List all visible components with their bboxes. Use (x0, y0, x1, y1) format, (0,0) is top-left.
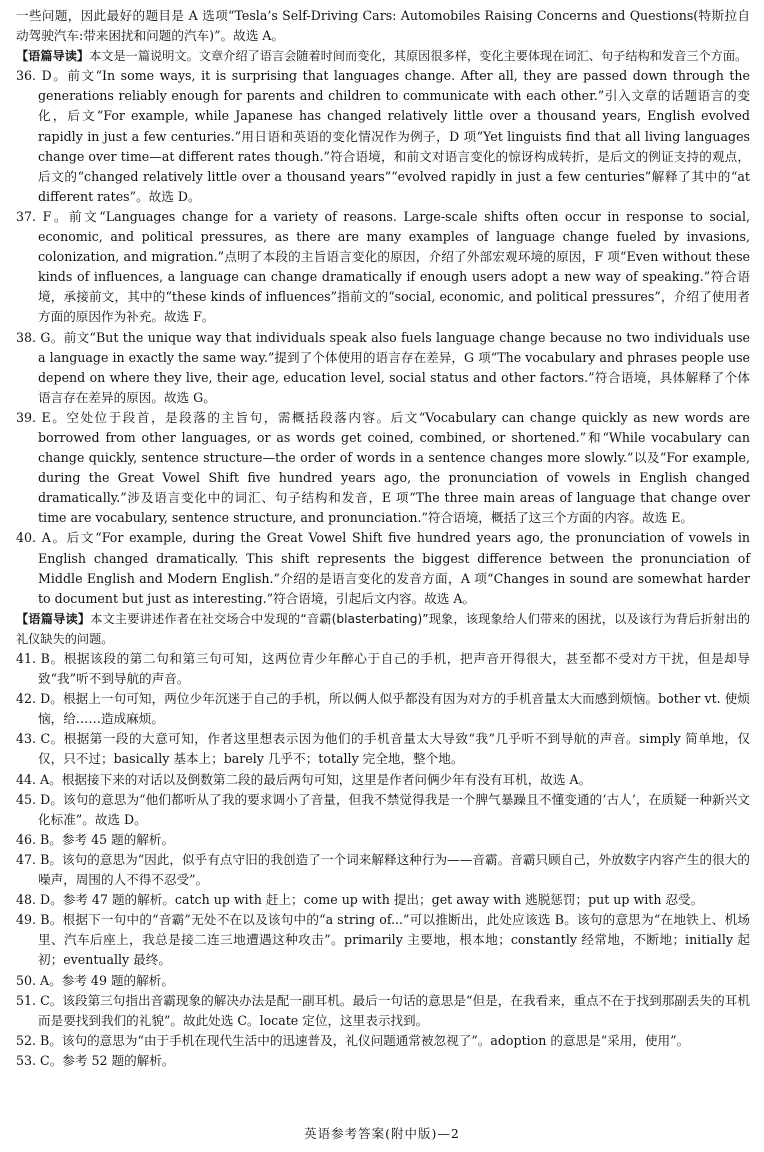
answer-text: A。参考 49 题的解析。 (40, 972, 174, 988)
answer-number: 52. (16, 1032, 37, 1048)
answer-item (16, 729, 750, 769)
answer-text: C。该段第三句指出音霸现象的解决办法是配一副耳机。最后一句话的意思是“但是，在我看来，重点不在于找到那副丢失的耳机而是要找到我们的礼貌”。故此处选 C。locate 定位，这里表示找到。 (38, 992, 750, 1028)
answer-text: A。根据接下来的对话以及倒数第二段的最后两句可知，这里是作者问俩少年有没有耳机，故选 A。 (40, 771, 592, 787)
answer-number: 50. (16, 972, 37, 988)
answer-number: 51. (16, 992, 37, 1008)
answer-text: E。空处位于段首，是段落的主旨句，需概括段落内容。后文“Vocabulary can change quickly as new words are borrowed from other languages, or as words get coined, combined, or shortened.”和“While vocabulary can change quickly, sentence structure—the order of words in a sentence changes more slowly.”以及“For example, during the Great Vowel Shift five hundred years ago, the pronunciation of vowels in English changed dramatically.”涉及语言变化中的词汇、句子结构和发音，E 项“The three main areas of language that change over time are vocabulary, sentence structure, and pronunciation.”符合语境，概括了这三个方面的内容。故选 E。 (38, 409, 750, 526)
answer-text: A。后文“For example, during the Great Vowel Shift five hundred years ago, the pronunciation of vowels in English changed dramatically. This shift represents the biggest difference between the pronunciation of Middle English and Modern English.”介绍的是语言变化的发音方面，A 项“Changes in sound are somewhat harder to document but just as interesting.”符合语境，引起后文内容。故选 A。 (38, 530, 750, 606)
passage-guide-tag: 【语篇导读】 (16, 49, 90, 64)
answer-text: C。根据第一段的大意可知，作者这里想表示因为他们的手机音量太大导致“我”几乎听不到导航的声音。simply 简单地，仅仅，只不过；basically 基本上；barely 几乎不；totally 完全地，整个地。 (38, 731, 750, 767)
answer-number: 38. (16, 329, 37, 345)
answer-number: 42. (16, 691, 37, 707)
answer-item (16, 328, 750, 408)
answer-number: 43. (16, 731, 37, 747)
answer-item (16, 689, 750, 729)
answer-item (16, 649, 750, 689)
passage-guide-1 (16, 46, 750, 66)
answer-text: B。该句的意思为“因此，似乎有点守旧的我创造了一个词来解释这种行为——音霸。音霸只顾自己，外放数字内容产生的很大的噪声，周围的人不得不忍受”。 (38, 851, 750, 888)
answer-text: F。前文“Languages change for a variety of reasons. Large-scale shifts often occur in response to social, economic, and political pressures, as there are many examples of language change fueled by invasions, colonization, and migration.”点明了本段的主旨语言变化的原因，介绍了外部宏观环境的原因，F 项“Even without these kinds of influences, a language can change dramatically if enough users adopt a new way of speaking.”符合语境，承接前文，其中的“these kinds of influences”指前文的“social, economic, and political pressures”，介绍了使用者方面的原因作为补充。故选 F。 (38, 208, 750, 325)
answer-number: 49. (16, 912, 37, 928)
answer-number: 53. (16, 1052, 37, 1068)
answer-number: 39. (16, 409, 37, 425)
answer-list-1 (16, 66, 750, 609)
answer-number: 36. (16, 68, 37, 84)
answer-text: B。该句的意思为“由于手机在现代生活中的迅速普及，礼仪问题通常被忽视了”。adoption 的意思是“采用，使用”。 (40, 1032, 690, 1048)
answer-item (16, 830, 750, 850)
answer-item (16, 1031, 750, 1051)
passage-guide-2 (16, 609, 750, 649)
answer-item (16, 1051, 750, 1071)
answer-item (16, 850, 750, 890)
answer-text: D。根据上一句可知，两位少年沉迷于自己的手机，所以俩人似乎都没有因为对方的手机音量太大而感到烦恼。bother vt. 使烦恼，给……造成麻烦。 (38, 691, 750, 727)
answer-item (16, 790, 750, 830)
answer-text: C。参考 52 题的解析。 (40, 1052, 175, 1068)
answer-number: 44. (16, 771, 37, 787)
passage-guide-text: 本文是一篇说明文。文章介绍了语言会随着时间而变化，其原因很多样，变化主要体现在词汇、句子结构和发音三个方面。 (89, 49, 748, 64)
answer-text: B。根据该段的第二句和第三句可知，这两位青少年醉心于自己的手机，把声音开得很大，甚至都不受对方干扰，但是却导致“我”听不到导航的声音。 (38, 651, 750, 687)
answer-number: 45. (16, 791, 37, 807)
answer-number: 46. (16, 831, 37, 847)
answer-item (16, 890, 750, 910)
answer-item (16, 971, 750, 991)
answer-item (16, 66, 750, 207)
page-footer: 英语参考答案(附中版)—2 (304, 1126, 460, 1141)
answer-item (16, 207, 750, 328)
answer-number: 47. (16, 851, 37, 867)
answer-number: 40. (16, 530, 37, 546)
answer-text: D。前文“In some ways, it is surprising that languages change. After all, they are passed down through the generations reliably enough for parents and children to communicate with each other.”引入文章的话题语言的变化，后文“For example, while Japanese has changed relatively little over a thousand years, English evolved rapidly in just a few centuries.”用日语和英语的变化情况作为例子，D 项“Yet linguists find that all living languages change over time—at different rates though.”符合语境，和前文对语言变化的惊讶构成转折，是后文的例证支持的观点，后文的“changed relatively little over a thousand years”“evolved rapidly in just a few centuries”解释了其中的“at different rates”。故选 D。 (38, 68, 750, 204)
answer-number: 48. (16, 892, 37, 908)
passage-guide-tag: 【语篇导读】 (16, 611, 91, 626)
page-content (16, 6, 750, 1071)
intro-paragraph: 一些问题，因此最好的题目是 A 选项“Tesla’s Self-Driving Cars: Automobiles Raising Concerns and Questions(特斯拉自动驾驶汽车:带来困扰和问题的汽车)”。故选 A。 (16, 8, 750, 44)
passage-guide-text: 本文主要讲述作者在社交场合中发现的“音霸(blasterbating)”现象，该现象给人们带来的困扰，以及该行为背后折射出的礼仪缺失的问题。 (16, 611, 751, 646)
answer-item (16, 991, 750, 1031)
answer-text: B。参考 45 题的解析。 (40, 831, 175, 847)
answer-text: D。参考 47 题的解析。catch up with 赶上；come up with 提出；get away with 逃脱惩罚；put up with 忍受。 (40, 892, 704, 908)
answer-number: 37. (16, 208, 37, 224)
answer-item (16, 528, 750, 608)
answer-text: G。前文“But the unique way that individuals speak also fuels language change because no two individuals use a language in exactly the same way.”提到了个体使用的语言存在差异，G 项“The vocabulary and phrases people use depend on where they live, their age, education level, social status and other factors.”符合语境，具体解释了个体语言存在差异的原因。故选 G。 (38, 329, 750, 405)
answer-item (16, 910, 750, 970)
answer-list-2 (16, 649, 750, 1071)
answer-text: D。该句的意思为“他们都听从了我的要求调小了音量，但我不禁觉得我是一个脾气暴躁且不懂变通的‘古人’，在质疑一种新兴文化标准”。故选 D。 (38, 791, 750, 827)
answer-text: B。根据下一句中的“音霸”无处不在以及该句中的“a string of...”可以推断出，此处应该选 B。该句的意思为“在地铁上、机场里、汽车后座上，我总是接二连三地遭遇这种攻击”。primarily 主要地，根本地；constantly 经常地，不断地；initially 起初；eventually 最终。 (38, 912, 750, 968)
answer-number: 41. (16, 651, 37, 666)
answer-item (16, 408, 750, 529)
answer-item (16, 770, 750, 790)
